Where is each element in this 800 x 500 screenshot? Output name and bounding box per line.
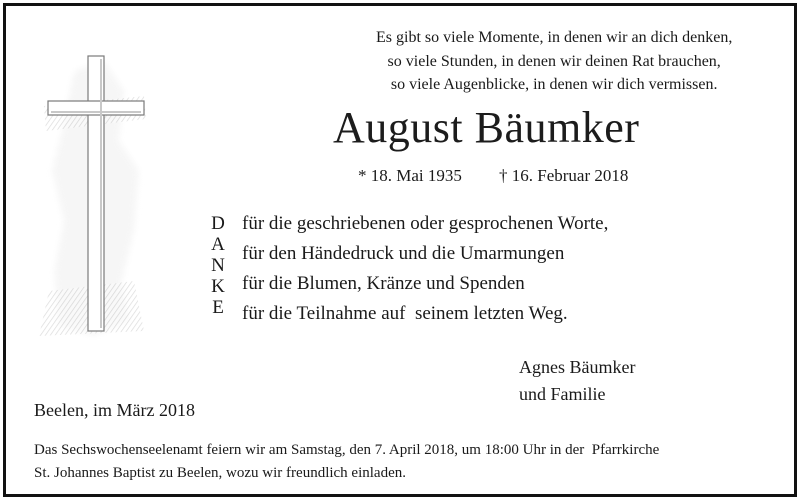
thanks-lines xyxy=(242,209,608,329)
birth-date: * 18. Mai 1935 xyxy=(358,166,462,185)
poem-line: so viele Stunden, in denen wir deinen Rat brauchen, xyxy=(387,52,721,70)
poem-line: so viele Augenblicke, in denen wir dich vermissen. xyxy=(390,76,718,93)
thanks-line: für die Blumen, Kränze und Spenden xyxy=(242,273,525,294)
notice-line: Das Sechswochenseelenamt feiern wir am Samstag, den 7. April 2018, um 18:00 Uhr in der Pfarrkirche xyxy=(34,442,660,458)
thanks-line: für den Händedruck und die Umarmungen xyxy=(242,243,565,264)
signature-line: Agnes Bäumker xyxy=(519,357,636,377)
danke-acrostic xyxy=(206,213,230,318)
poem-line: Es gibt so viele Momente, in denen wir an dich denken, xyxy=(376,29,733,46)
place-date: Beelen, im März 2018 xyxy=(34,400,195,420)
danke-letter: E xyxy=(212,297,224,318)
obituary-notice xyxy=(3,3,797,497)
signature-line: und Familie xyxy=(519,384,606,404)
thanks-line: für die geschriebenen oder gesprochenen Worte, xyxy=(242,213,609,234)
death-date: † 16. Februar 2018 xyxy=(499,166,629,185)
notice-line: St. Johannes Baptist zu Beelen, wozu wir freundlich einladen. xyxy=(34,465,406,481)
signature xyxy=(519,354,635,408)
danke-letter: K xyxy=(211,276,225,297)
danke-letter: A xyxy=(211,234,225,255)
poem xyxy=(376,26,732,97)
deceased-name: August Bäumker xyxy=(333,103,640,152)
cross-icon xyxy=(34,51,154,341)
danke-letter: D xyxy=(211,213,225,234)
thanks-line: für die Teilnahme auf seinem letzten Weg. xyxy=(242,303,568,324)
danke-letter: N xyxy=(211,255,225,276)
mass-notice xyxy=(34,439,659,485)
